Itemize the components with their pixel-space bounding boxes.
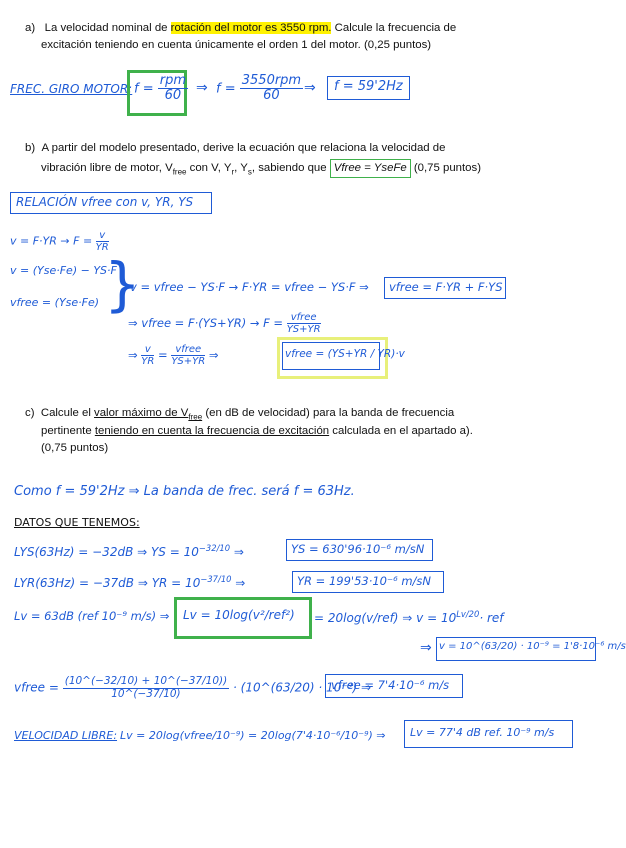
hw-relation-title: RELACIÓN vfree con v, YR, YS — [16, 195, 194, 209]
equation-box: Vfree = YseFe — [330, 159, 411, 178]
hw-b-chain3: ⇒ $\frac{v}{YR}$ = $\frac{\text{vfree}}{YS+YR}$ ⇒ — [128, 344, 219, 367]
hw-ys-result: YS = 630'96·10⁻⁶ m/sN — [291, 542, 425, 556]
hw-lv-right: = 20log(v/ref) ⇒ $v = 10^{Lv/20}\cdot$ ref — [314, 609, 504, 625]
hw-substitution: f = $\frac{\text{3550rpm}}{60}$ — [216, 73, 302, 104]
hw-como: Como f = 59'2Hz ⇒ La banda de frec. será f = 63Hz. — [14, 484, 355, 499]
hw-brace: } — [104, 250, 141, 318]
question-c-line2: pertinente teniendo en cuenta la frecuencia de excitación calculada en el apartado a). — [41, 425, 473, 437]
hw-final-result: Lv = 77'4 dB ref. 10⁻⁹ m/s — [410, 726, 555, 739]
hw-lv-formula: Lv = 10log(v²/ref²) — [183, 608, 295, 622]
question-letter: c) — [25, 407, 35, 419]
hw-v-result: v = 10^(63/20) · 10⁻⁹ = 1'8·10⁻⁶ m/s — [439, 641, 626, 652]
hw-yr-result: YR = 199'53·10⁻⁶ m/sN — [297, 574, 432, 588]
hw-lv-line: Lv = 63dB (ref 10⁻⁹ m/s) ⇒ — [14, 609, 170, 623]
hw-arrow: ⇒ — [196, 80, 208, 96]
hw-vfree-line: vfree = $\frac{(10\^{}(-32/10) + 10\^{}(-37/10))}{10\^{}(-37/10)}$ · (10^(63/20) · 10⁻⁹) ⇒ — [14, 675, 372, 700]
hw-formula: f = $\frac{\text{rpm}}{60}$ — [134, 73, 187, 104]
question-b — [25, 140, 445, 157]
question-letter: b) — [25, 142, 36, 154]
hw-b-chain1-box: vfree = F·YR + F·YS — [389, 280, 503, 294]
question-a-line2: excitación teniendo en cuenta únicamente el orden 1 del motor. (0,25 puntos) — [41, 39, 432, 51]
hw-yr-line: LYR(63Hz) = −37dB ⇒ YR = $10^{-37/10}$ ⇒ — [14, 574, 246, 590]
hw-arrow: ⇒ — [420, 640, 432, 656]
question-c: c) Calcule el valor máximo de $V_{free}$ (en dB de velocidad) para la banda de frecuencia — [25, 407, 455, 422]
hw-b-chain2: ⇒ vfree = F·(YS+YR) → F = $\frac{\text{vfree}}{YS+YR}$ — [128, 312, 321, 335]
question-text: La velocidad nominal de — [44, 22, 171, 34]
question-letter: a) — [25, 22, 36, 34]
hw-b-final: vfree = (YS+YR / YR)·v — [285, 348, 405, 360]
hw-datos: DATOS QUE TENEMOS: — [14, 516, 140, 529]
question-text: A partir del modelo presentado, derive la ecuación que relaciona la velocidad de — [41, 142, 446, 154]
hw-arrow: ⇒ — [304, 80, 316, 96]
question-b-line2: vibración libre de motor, $V_{free}$ con V, $Y_r$, $Y_s$, sabiendo que Vfree = YseFe (0,75 puntos) — [41, 159, 481, 180]
hw-b-line1: v = F·YR → F = $\frac{v}{YR}$ — [10, 230, 109, 253]
hw-vfree-result: vfree = 7'4·10⁻⁶ m/s — [331, 678, 450, 692]
question-text: Calcule la frecuencia de — [331, 22, 457, 34]
hw-frec-label: FREC. GIRO MOTOR: — [10, 82, 133, 96]
hw-ys-line: LYS(63Hz) = −32dB ⇒ YS = $10^{-32/10}$ ⇒ — [14, 543, 244, 559]
hw-b-line3: vfree = (Yse·Fe) — [10, 296, 100, 309]
question-a — [25, 20, 456, 37]
question-c-line3: (0,75 puntos) — [41, 442, 109, 454]
hw-result: f = 59'2Hz — [334, 79, 403, 94]
hw-vl-label: VELOCIDAD LIBRE: — [14, 729, 118, 742]
highlighted-text: rotación del motor es 3550 rpm. — [170, 22, 332, 34]
hw-b-line2: v = (Yse·Fe) − YS·F — [10, 264, 117, 277]
hw-b-chain1: v = vfree − YS·F → F·YR = vfree − YS·F ⇒ — [130, 280, 369, 294]
hw-vl-mid: Lv = 20log(vfree/10⁻⁹) = 20log(7'4·10⁻⁶/10⁻⁹) ⇒ — [120, 729, 386, 742]
